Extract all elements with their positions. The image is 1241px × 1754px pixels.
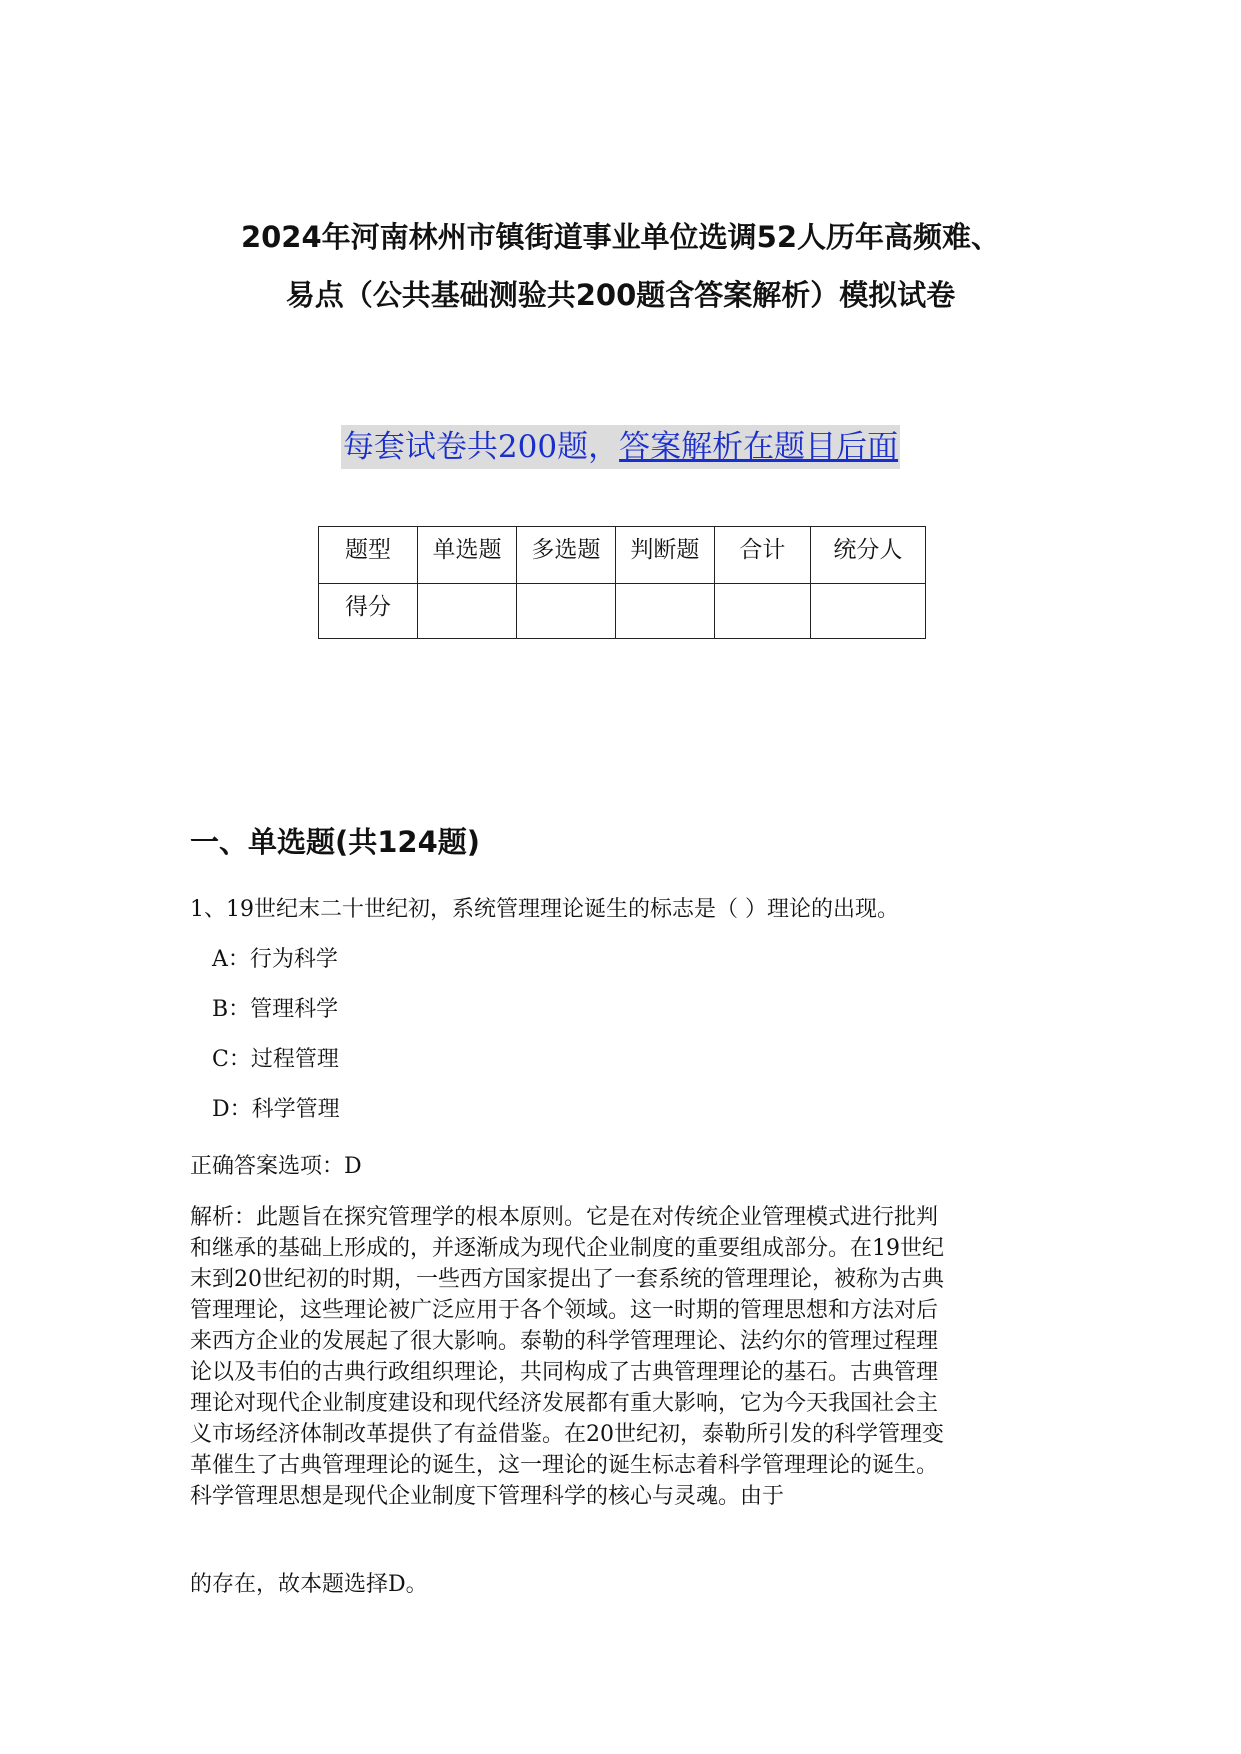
explanation-line: 论以及韦伯的古典行政组织理论，共同构成了古典管理理论的基石。古典管理 [190,1360,939,1385]
header-cell-total: 合计 [714,527,810,584]
explanation-line: 义市场经济体制改革提供了有益借鉴。在20世纪初，泰勒所引发的科学管理变 [190,1422,944,1447]
explanation-line: 管理理论，这些理论被广泛应用于各个领域。这一时期的管理思想和方法对后 [190,1298,939,1323]
header-cell-type: 题型 [319,527,418,584]
score-table-header-row [319,527,926,584]
score-table [318,526,926,639]
score-cell-multi[interactable] [516,584,615,639]
explanation-line: 革催生了古典管理理论的诞生，这一理论的诞生标志着科学管理理论的诞生。 [190,1453,939,1478]
explanation [190,1202,944,1512]
explanation-line: 科学管理思想是现代企业制度下管理科学的核心与灵魂。由于 [190,1484,785,1509]
score-cell-judge[interactable] [615,584,714,639]
question-text: 1、19世纪末二十世纪初，系统管理理论诞生的标志是（ ）理论的出现。 [190,897,899,922]
option-b[interactable]: B：管理科学 [212,997,339,1022]
header-cell-scorer: 统分人 [810,527,925,584]
correct-answer: 正确答案选项：D [190,1154,362,1179]
answer-location-link[interactable]: 答案解析在题目后面 [619,429,899,465]
explanation-line: 末到20世纪初的时期，一些西方国家提出了一套系统的管理理论，被称为古典 [190,1267,944,1292]
explanation-line: 和继承的基础上形成的，并逐渐成为现代企业制度的重要组成部分。在19世纪 [190,1236,944,1261]
score-cell-single[interactable] [417,584,516,639]
subtitle-banner [0,425,1241,469]
subtitle-prefix: 每套试卷共200题， [342,429,620,465]
option-d[interactable]: D：科学管理 [212,1097,340,1122]
subtitle [341,425,900,469]
score-row-label: 得分 [319,584,418,639]
option-c[interactable]: C：过程管理 [212,1047,339,1072]
section-heading: 一、单选题(共124题) [190,825,481,859]
header-cell-judge: 判断题 [615,527,714,584]
explanation-line: 解析：此题旨在探究管理学的根本原则。它是在对传统企业管理模式进行批判 [190,1205,939,1230]
header-cell-single: 单选题 [417,527,516,584]
title-line-2: 易点（公共基础测验共200题含答案解析）模拟试卷 [285,278,956,312]
document-title [150,208,1091,324]
explanation-line: 理论对现代企业制度建设和现代经济发展都有重大影响，它为今天我国社会主 [190,1391,939,1416]
title-line-1: 2024年河南林州市镇街道事业单位选调52人历年高频难、 [240,220,1001,254]
score-table-score-row [319,584,926,639]
explanation-line: 来西方企业的发展起了很大影响。泰勒的科学管理理论、法约尔的管理过程理 [190,1329,939,1354]
explanation-end: 的存在，故本题选择D。 [190,1572,428,1597]
option-a[interactable]: A：行为科学 [212,947,338,972]
score-cell-total[interactable] [714,584,810,639]
score-cell-scorer[interactable] [810,584,925,639]
header-cell-multi: 多选题 [516,527,615,584]
